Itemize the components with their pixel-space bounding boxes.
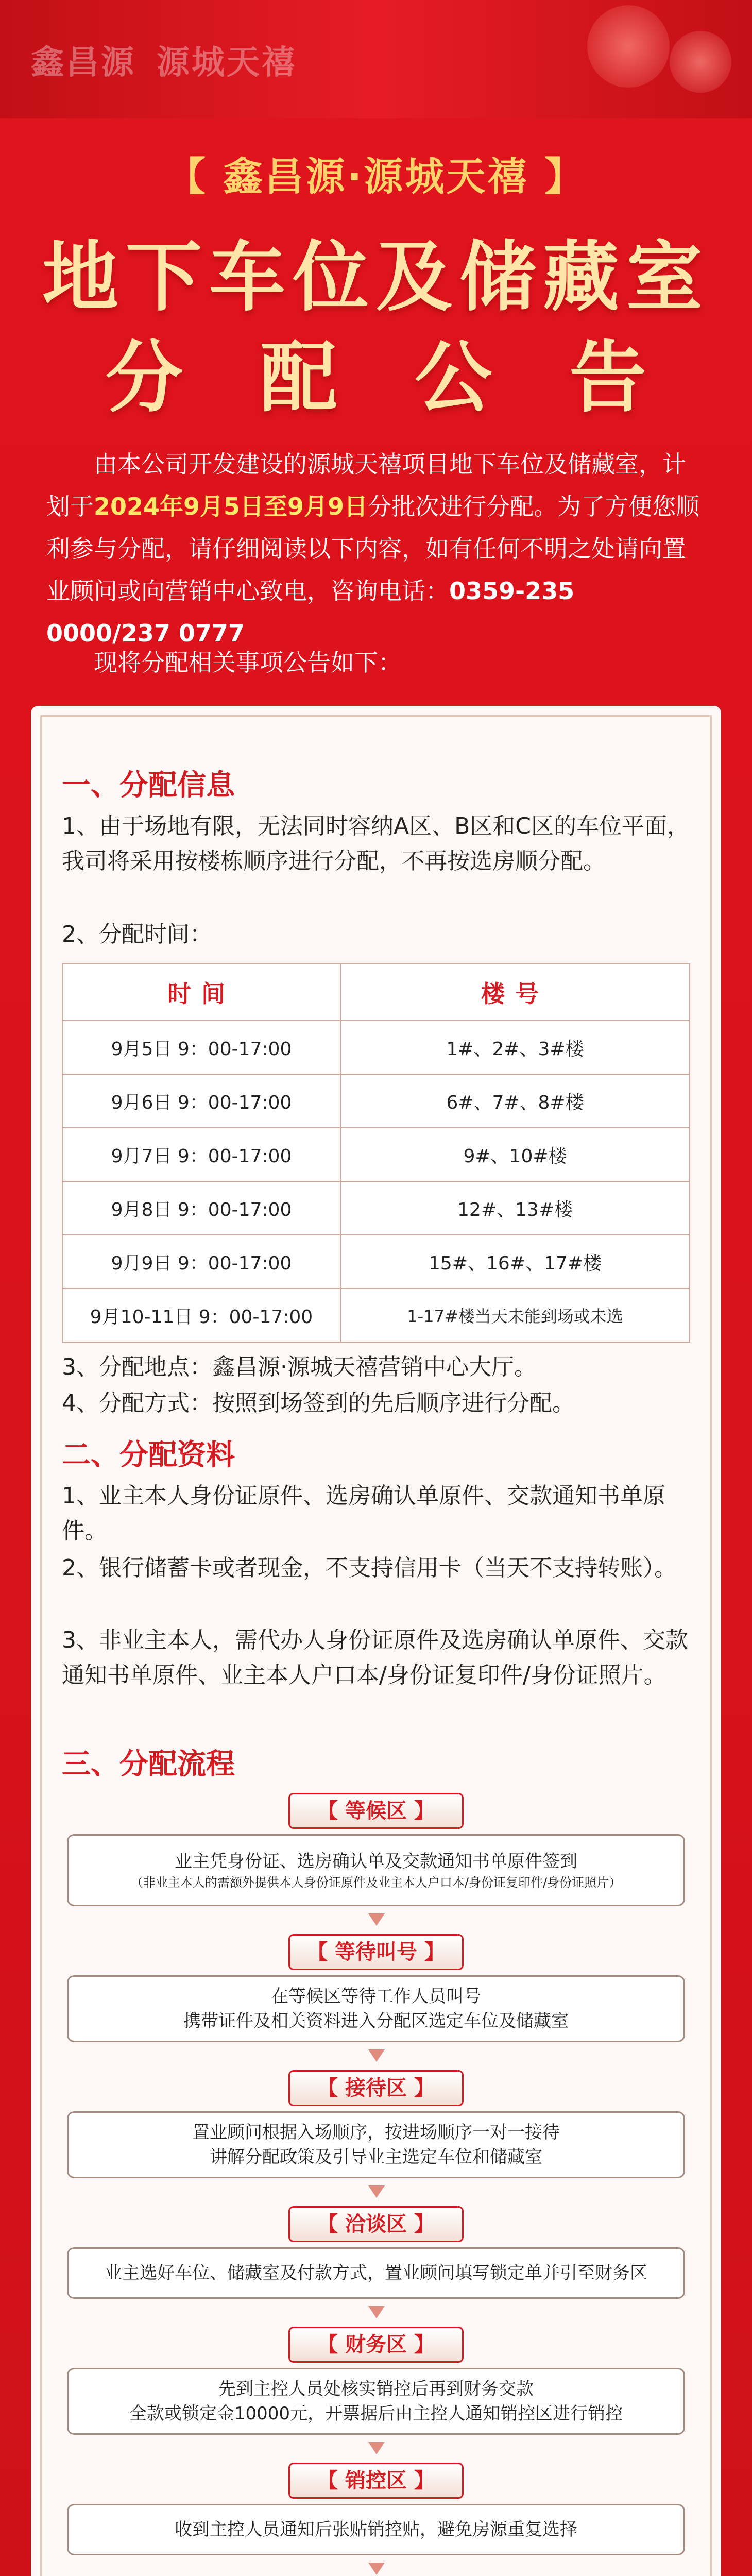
- process-step-text: 在等候区等待工作人员叫号 携带证件及相关资料进入分配区选定车位及储藏室: [183, 1986, 569, 2031]
- intro-tail: 现将分配相关事项公告如下：: [94, 649, 402, 676]
- project-logo: 源城天禧: [157, 44, 297, 82]
- header-band: [0, 0, 752, 118]
- paragraph: 1、业主本人身份证原件、选房确认单原件、交款通知书单原件。: [62, 1483, 665, 1544]
- table-row: 9月8日 9：00-17:00 12#、13#楼: [62, 1181, 690, 1235]
- process-step-text: 收到主控人员通知后张贴销控贴，避免房源重复选择: [175, 2519, 577, 2540]
- sub-title: 分配公告: [105, 333, 724, 423]
- process-step-text: 置业顾问根据入场顺序，按进场顺序一对一接待 讲解分配政策及引导业主选定车位和储藏室: [192, 2122, 560, 2167]
- paragraph: 4、分配方式：按照到场签到的先后顺序进行分配。: [62, 1390, 575, 1416]
- process-step-text: 先到主控人员处核实销控后再到财务交款 全款或锁定金10000元，开票据后由主控人通知销控区进行销控: [129, 2379, 623, 2424]
- paragraph: 1、由于场地有限，无法同时容纳A区、B区和C区的车位平面，我司将采用按楼栋顺序进行分配，不再按选房顺分配。: [62, 813, 690, 874]
- process-step-box: [67, 1834, 685, 1906]
- table-row: 9月5日 9：00-17:00 1#、2#、3#楼: [62, 1021, 690, 1074]
- bokeh-light: [587, 5, 670, 88]
- paragraph: 3、分配地点：鑫昌源·源城天禧营销中心大厅。: [62, 1354, 537, 1380]
- flow-arrow-icon: [368, 2442, 385, 2454]
- bokeh-light: [670, 31, 731, 93]
- flow-arrow-icon: [368, 2049, 385, 2062]
- table-row: 9月9日 9：00-17:00 15#、16#、17#楼: [62, 1235, 690, 1289]
- paragraph: 2、分配时间：: [62, 921, 212, 947]
- process-step-label: 【 财务区 】: [288, 2327, 464, 2363]
- process-step-note: （非业主本人的需额外提供本人身份证原件及业主本人户口本/身份证复印件/身份证照片）: [130, 1875, 622, 1890]
- phone-number: 0359-235 0000/237 0777: [46, 577, 575, 647]
- process-step-label: 【 接待区 】: [288, 2070, 464, 2106]
- process-step-text: 业主选好车位、储藏室及付款方式，置业顾问填写锁定单并引至财务区: [105, 2263, 647, 2283]
- flow-arrow-icon: [368, 2306, 385, 2318]
- section-title-materials: 二、分配资料: [62, 1438, 235, 1472]
- schedule-dates: 2024年9月5日至9月9日: [94, 493, 368, 520]
- table-row: 9月6日 9：00-17:00 6#、7#、8#楼: [62, 1074, 690, 1128]
- intro-paragraph: 由本公司开发建设的源城天禧项目地下车位及储藏室，计划于2024年9月5日至9月9日分批次进行分配。为了方便您顺利参与分配，请仔细阅读以下内容，如有任何不明之处请向置业顾问或向营销中心致电，咨询电话：0359-235 0000/237 0777: [46, 450, 700, 647]
- table-header-time: 时间: [62, 964, 340, 1021]
- process-step-box: [67, 2111, 685, 2178]
- flow-arrow-icon: [368, 1913, 385, 1926]
- flow-arrow-icon: [368, 2185, 385, 2198]
- main-title: 地下车位及储藏室: [42, 233, 710, 321]
- process-step-text: 业主凭身份证、选房确认单及交款通知书单原件签到: [175, 1851, 577, 1872]
- process-step-box: [67, 2504, 685, 2555]
- project-name: 【 鑫昌源·源城天禧 】: [166, 154, 586, 199]
- flow-arrow-icon: [368, 2563, 385, 2575]
- table-row: 9月7日 9：00-17:00 9#、10#楼: [62, 1128, 690, 1181]
- section-title-process: 三、分配流程: [62, 1748, 235, 1781]
- process-step-box: [67, 2368, 685, 2435]
- process-step-box: [67, 1975, 685, 2042]
- process-step-label: 【 等待叫号 】: [288, 1934, 464, 1970]
- section-title-allocation-info: 一、分配信息: [62, 769, 235, 802]
- process-step-label: 【 洽谈区 】: [288, 2206, 464, 2242]
- paragraph: 2、银行储蓄卡或者现金，不支持信用卡（当天不支持转账）。: [62, 1555, 677, 1581]
- process-step-label: 【 等候区 】: [288, 1793, 464, 1829]
- table-header-building: 楼号: [340, 964, 690, 1021]
- process-step-box: [67, 2247, 685, 2299]
- developer-logo: 鑫昌源: [31, 44, 136, 82]
- process-step-label: 【 销控区 】: [288, 2463, 464, 2499]
- paragraph: 3、非业主本人，需代办人身份证原件及选房确认单原件、交款通知书单原件、业主本人户口本/身份证复印件/身份证照片。: [62, 1627, 688, 1688]
- table-row: 9月10-11日 9：00-17:00 1-17#楼当天未能到场或未选: [62, 1289, 690, 1342]
- schedule-table: [62, 963, 690, 1343]
